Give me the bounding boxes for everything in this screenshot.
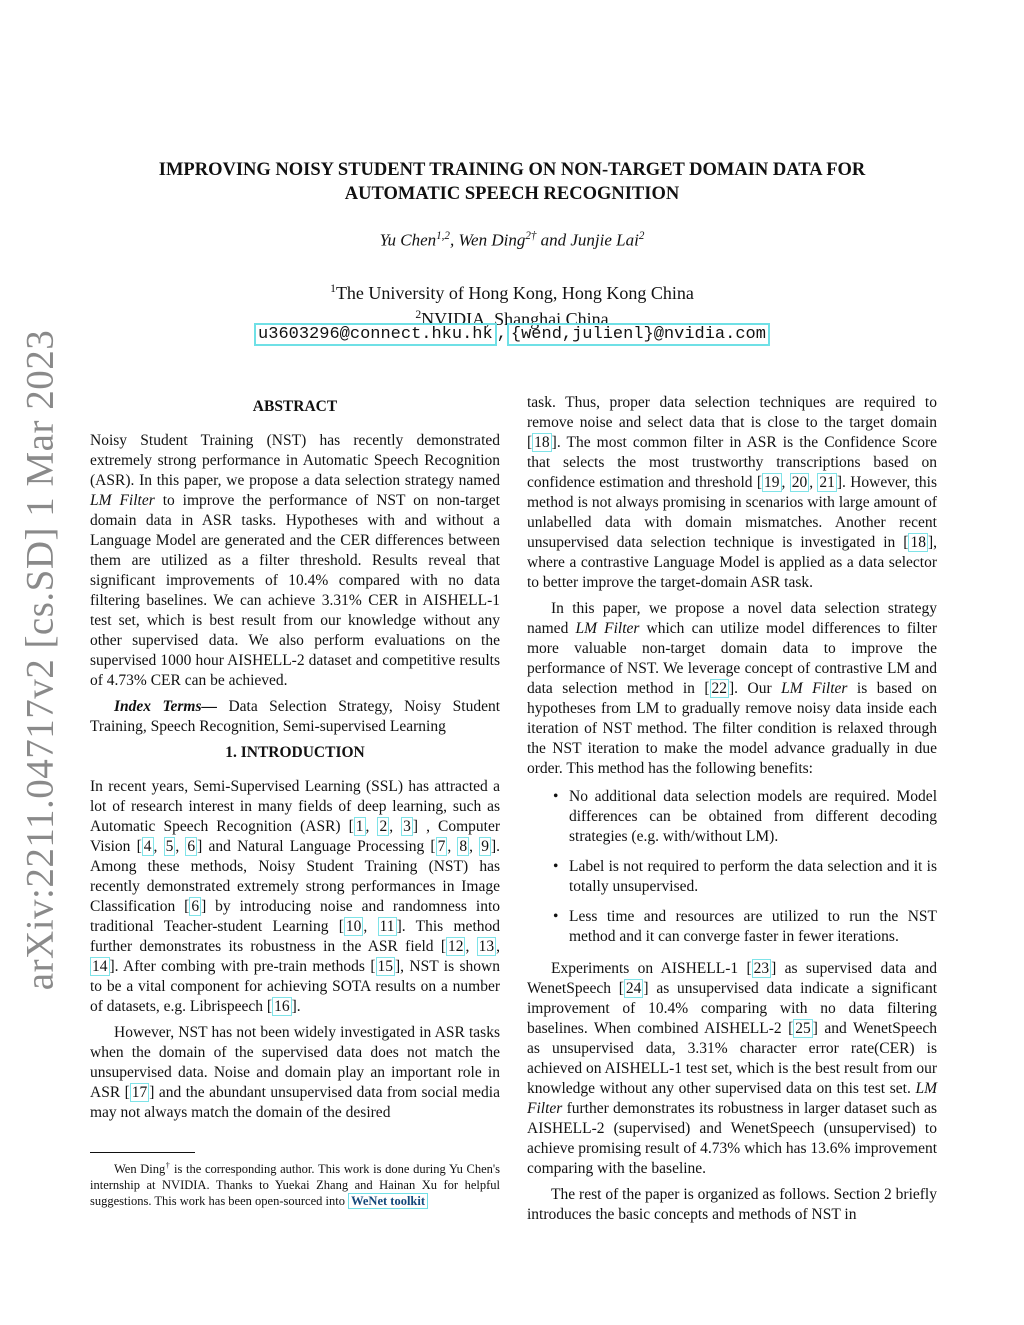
email-link-2[interactable]: {wend,julienl}@nvidia.com — [507, 323, 770, 346]
benefits-list — [527, 787, 937, 947]
citation-link[interactable]: 23 — [753, 960, 770, 977]
author-2: Wen Ding — [458, 230, 526, 250]
citation-link[interactable]: 3 — [403, 818, 411, 835]
citation-link[interactable]: 9 — [481, 838, 489, 855]
citation-link[interactable]: 6 — [191, 898, 200, 915]
bullet-icon: • — [553, 908, 559, 925]
email-line: u3603296@connect.hku.hk , {wend,julienl}@nvidia.com — [100, 325, 924, 344]
footnote-rule — [90, 1152, 195, 1153]
citation-link[interactable]: 16 — [274, 998, 290, 1015]
abstract-text: Noisy Student Training (NST) has recently demonstrated extremely strong performance in Automatic Speech Recognition (ASR). In this paper, we propose a data selection strategy named LM Filter to improve the performance of NST on non-target domain data in ASR tasks. Hypotheses with and without a Language Model are generated and the CER differences between them are utilized as a filter threshold. Results reveal that significant improvements of 10.4% compared with no data filtering baselines. We can achieve 3.31% CER in AISHELL-1 test set, which is best result from our knowledge without any other supervised data. We also perform evaluations on the supervised 1000 hour AISHELL-2 dataset and competitive results of 4.73% CER can be achieved. — [90, 432, 500, 689]
right-paragraph-1: task. Thus, proper data selection techniques are required to remove noise and select data that is close to the target domain [ 18 ]. The most common filter in ASR is the Confidence Score that selects the most trustworthy transcriptions based on confidence estimation and threshold [ 19 , 20 , 21 ]. However, this method is not always promising in scenarios with large amount of unlabelled data with domain mismatches. Another recent unsupervised data selection technique is investigated in [ 18 ], where a contrastive Language Model is applied as a data selector to better improve the target-domain ASR task. — [527, 394, 937, 591]
citation-link[interactable]: 24 — [625, 980, 642, 997]
citation-link[interactable]: 7 — [437, 838, 446, 855]
author-1-affil: 1,2 — [436, 230, 450, 242]
intro-paragraph-1: In recent years, Semi-Supervised Learning (SSL) has attracted a lot of research interest in many fields of deep learning, such as Automatic Speech Recognition (ASR) [ 1 , 2 , 3 ] , Computer Vision [ 4 , 5 , 6 ] and Natural Language Processing [ 7 , 8 , 9 ]. Among these methods, Noisy Student Training (NST) has recently demonstrated extremely strong performances in Image Classification [ 6 ] by introducing noise and randomness into traditional Teacher-student Learning [ 10 , 11 ]. This method further demonstrates its robustness in the ASR field [ 12 , 13 , 14 ]. After combing with pre-train methods [ 15 ], NST is shown to be a vital component for achieving SOTA results on a number of datasets, e.g. Librispeech [ 16 ]. — [90, 778, 501, 1015]
citation-link[interactable]: 20 — [791, 474, 808, 491]
paper-title — [100, 158, 924, 206]
arxiv-sidebar — [8, 329, 72, 991]
citation-link[interactable]: 22 — [711, 680, 728, 697]
bullet-icon: • — [553, 858, 559, 875]
list-item: • Less time and resources are utilized to run the NST method and it can converge faster in fewer iterations. — [553, 908, 937, 945]
bullet-icon: • — [553, 788, 559, 805]
affiliation-1: $^1$The University of Hong Kong, Hong Kong China — [330, 282, 694, 303]
right-paragraph-2: In this paper, we propose a novel data selection strategy named LM Filter which can utilize model differences to filter more valuable non-target domain data to improve the performance of NST. We leverage concept of contrastive LM and data selection method in [ 22 ]. Our LM Filter is based on hypotheses from LM to gradually remove noisy data inside each iteration of NST method. The filter condition is relaxed through the NST iteration to make the model advance gradually in due order. This method has the following benefits: — [527, 600, 937, 777]
abstract-heading: ABSTRACT — [252, 398, 338, 415]
arxiv-identifier: arXiv:2211.04717v2 [cs.SD] 1 Mar 2023 — [18, 329, 62, 991]
title-line-2: AUTOMATIC SPEECH RECOGNITION — [344, 184, 680, 204]
citation-link[interactable]: 12 — [447, 938, 464, 955]
citation-link[interactable]: 25 — [795, 1020, 811, 1037]
citation-link[interactable]: 4 — [143, 838, 152, 855]
citation-link[interactable]: 19 — [764, 474, 780, 491]
citation-link[interactable]: 5 — [165, 838, 174, 855]
author-2-affil: 2† — [525, 230, 537, 242]
author-3: and Junjie Lai — [540, 230, 639, 250]
citation-link[interactable]: 2 — [379, 818, 388, 835]
footnote: Wen Ding† is the corresponding author. This work is done during Yu Chen's internship at NVIDIA. Thanks to Yuekai Zhang and Hainan Xu for helpful suggestions. This work has been open-sourced into WeNet toolkit — [90, 1161, 500, 1209]
author-list: Yu Chen$^{1,2}$, Wen Ding$^{2\dagger}$ and Junjie Lai$^2$ — [379, 230, 645, 250]
email-link-1[interactable]: u3603296@connect.hku.hk — [254, 323, 497, 346]
citation-link[interactable]: 21 — [819, 474, 835, 491]
right-paragraph-3: Experiments on AISHELL-1 [ 23 ] as supervised data and WenetSpeech [ 24 ] as unsupervised data indicate a significant improvement of 10.4% comparing with no data filtering baselines. When combined AISHELL-2 [ 25 ] and WenetSpeech as unsupervised data, 3.31% character error rate(CER) is achieved on AISHELL-1 test set, which is the best result from our knowledge without any other supervised data on this test set. LM Filter further demonstrates its robustness in larger dataset such as AISHELL-2 (supervised) and WenetSpeech (unsupervised) to achieve promising result of 4.73% which has 13.6% improvement comparing with the baseline. — [527, 960, 938, 1177]
author-1: Yu Chen — [379, 230, 437, 250]
citation-link[interactable]: 14 — [92, 958, 108, 975]
author-3-affil: 2 — [638, 230, 645, 242]
citation-link[interactable]: 1 — [355, 818, 364, 835]
citation-link[interactable]: 18 — [910, 534, 926, 551]
intro-paragraph-2: However, NST has not been widely investigated in ASR tasks when the domain of the supervised data does not match the unsupervised data. Noise and domain play an important role in ASR [ 17 ] and the abundant unsupervised data from social media may not always match the domain of the desired — [90, 1024, 500, 1121]
citation-link[interactable]: 11 — [379, 918, 395, 935]
citation-link[interactable]: 15 — [377, 958, 393, 975]
citation-link[interactable]: 18 — [534, 434, 550, 451]
citation-link[interactable]: 6 — [187, 838, 196, 855]
wenet-toolkit-link[interactable]: WeNet toolkit — [348, 1193, 428, 1209]
citation-link[interactable]: 8 — [459, 838, 468, 855]
citation-link[interactable]: 10 — [345, 918, 362, 935]
list-item: • No additional data selection models are required. Model differences can be obtained from different decoding strategies (e.g. with/without LM). — [553, 788, 937, 845]
left-column — [90, 393, 500, 1129]
index-terms: Index Terms— Data Selection Strategy, Noisy Student Training, Speech Recognition, Semi-supervised Learning — [90, 698, 501, 735]
intro-heading: 1. INTRODUCTION — [225, 744, 365, 761]
list-item: • Label is not required to perform the data selection and it is totally unsupervised. — [553, 858, 937, 895]
title-line-1: IMPROVING NOISY STUDENT TRAINING ON NON-TARGET DOMAIN DATA FOR — [158, 160, 866, 180]
citation-link[interactable]: 17 — [131, 1084, 148, 1101]
citation-link[interactable]: 13 — [478, 938, 495, 955]
right-column — [527, 393, 937, 1231]
right-paragraph-4: The rest of the paper is organized as follows. Section 2 briefly introduces the basic concepts and methods of NST in — [527, 1186, 937, 1223]
affiliation-2: $^2$NVIDIA, Shanghai China — [415, 308, 609, 329]
